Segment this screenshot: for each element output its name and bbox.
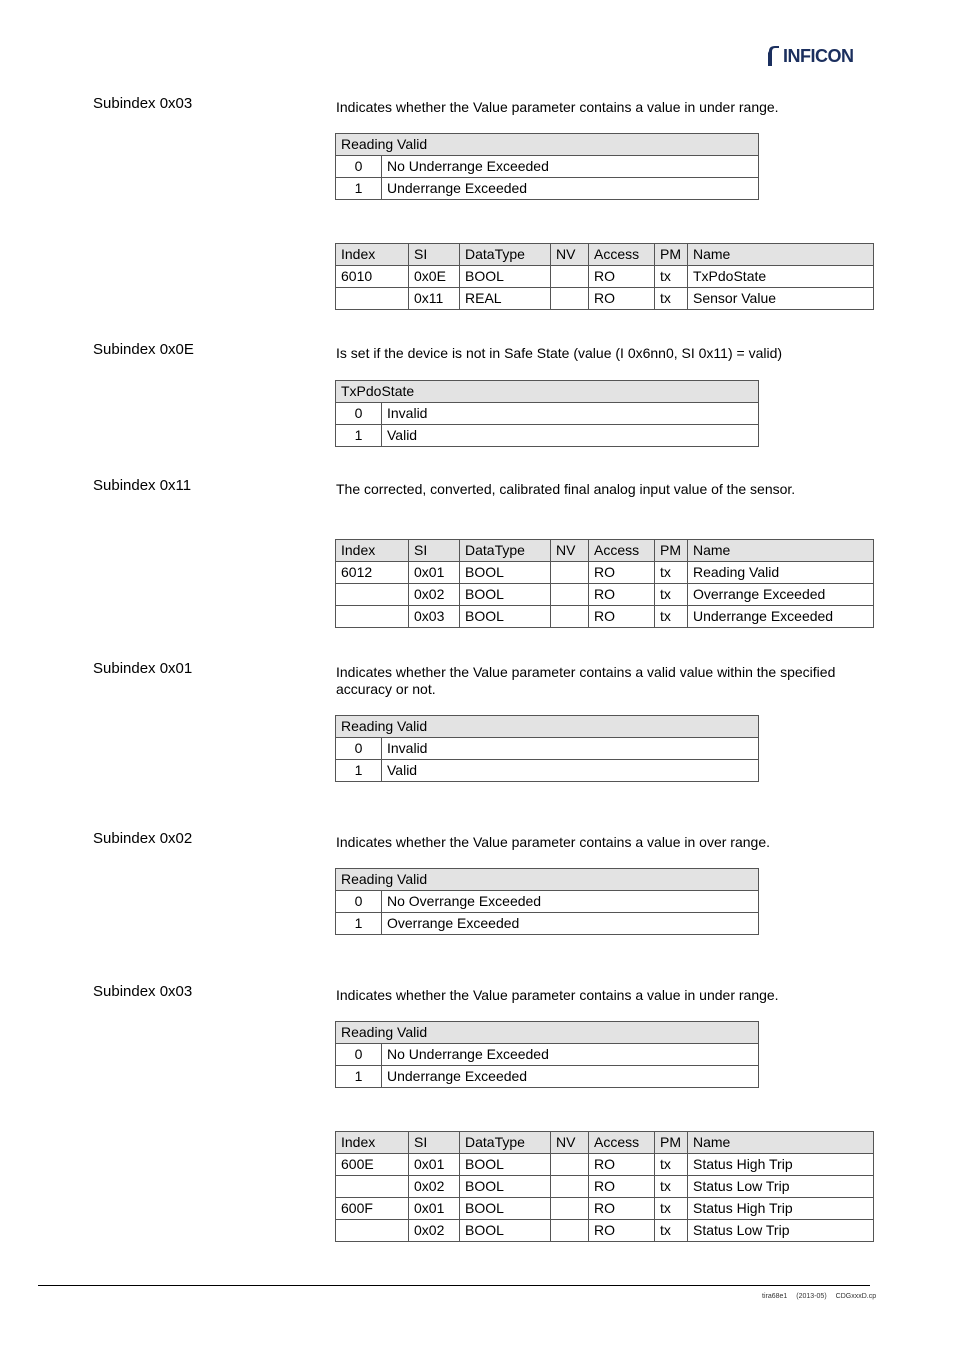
table-row: 600E 0x01 BOOL RO tx Status High Trip	[336, 1154, 874, 1176]
section-description: Is set if the device is not in Safe State (value (I 0x6nn0, SI 0x11) = valid)	[336, 345, 783, 361]
subindex-label: Subindex 0x03	[93, 983, 193, 1000]
table-header-row: Index SI DataType NV Access PM Name	[336, 540, 874, 562]
table-row: 1 Underrange Exceeded	[336, 1066, 759, 1088]
inficon-logo	[767, 44, 854, 68]
inficon-logo-icon	[767, 45, 781, 67]
subindex-label: Subindex 0x11	[93, 477, 192, 494]
table-title: Reading Valid	[336, 716, 759, 738]
table-row: 0x02 BOOL RO tx Status Low Trip	[336, 1176, 874, 1198]
table-row: 0 No Underrange Exceeded	[336, 156, 759, 178]
reading-valid-table	[335, 715, 759, 782]
table-row: 1 Valid	[336, 425, 759, 447]
table-row: 0x02 BOOL RO tx Overrange Exceeded	[336, 584, 874, 606]
object-dictionary-table	[335, 539, 874, 628]
footer-file: CDGxxxD.cp	[835, 1293, 877, 1300]
reading-valid-table	[335, 868, 759, 935]
reading-valid-table	[335, 133, 759, 200]
table-row: 0x03 BOOL RO tx Underrange Exceeded	[336, 606, 874, 628]
section-description: Indicates whether the Value parameter contains a value in over range.	[336, 834, 770, 850]
subindex-label: Subindex 0x0E	[93, 341, 194, 358]
subindex-label: Subindex 0x01	[93, 660, 193, 677]
subindex-label: Subindex 0x02	[93, 830, 193, 847]
table-row: 0x02 BOOL RO tx Status Low Trip	[336, 1220, 874, 1242]
table-row: 0 Invalid	[336, 738, 759, 760]
table-title: Reading Valid	[336, 134, 759, 156]
section-description: Indicates whether the Value parameter contains a value in under range.	[336, 99, 779, 115]
table-title: TxPdoState	[336, 381, 759, 403]
section-description: Indicates whether the Value parameter contains a valid value within the specified accuracy or not.	[336, 664, 836, 697]
table-row: 1 Overrange Exceeded	[336, 913, 759, 935]
table-title: Reading Valid	[336, 869, 759, 891]
footer-divider	[38, 1285, 870, 1286]
table-row: 1 Underrange Exceeded	[336, 178, 759, 200]
table-header-row: Index SI DataType NV Access PM Name	[336, 244, 874, 266]
logo-text: INFICON	[783, 45, 854, 66]
reading-valid-table	[335, 1021, 759, 1088]
table-row: 0 No Overrange Exceeded	[336, 891, 759, 913]
table-row: 0 No Underrange Exceeded	[336, 1044, 759, 1066]
table-title: Reading Valid	[336, 1022, 759, 1044]
object-dictionary-table	[335, 243, 874, 310]
section-description: Indicates whether the Value parameter contains a value in under range.	[336, 987, 779, 1003]
table-row: 6010 0x0E BOOL RO tx TxPdoState	[336, 266, 874, 288]
object-dictionary-table	[335, 1131, 874, 1242]
table-header-row: Index SI DataType NV Access PM Name	[336, 1132, 874, 1154]
section-description: The corrected, converted, calibrated final analog input value of the sensor.	[336, 481, 796, 497]
table-row: 1 Valid	[336, 760, 759, 782]
footer-doc-id: tira68e1	[762, 1293, 788, 1300]
table-row: 0x11 REAL RO tx Sensor Value	[336, 288, 874, 310]
footer-date: (2013-05)	[796, 1293, 827, 1300]
table-row: 6012 0x01 BOOL RO tx Reading Valid	[336, 562, 874, 584]
table-row: 600F 0x01 BOOL RO tx Status High Trip	[336, 1198, 874, 1220]
txpdostate-table	[335, 380, 759, 447]
table-row: 0 Invalid	[336, 403, 759, 425]
footer	[762, 1293, 885, 1300]
subindex-label: Subindex 0x03	[93, 95, 193, 112]
